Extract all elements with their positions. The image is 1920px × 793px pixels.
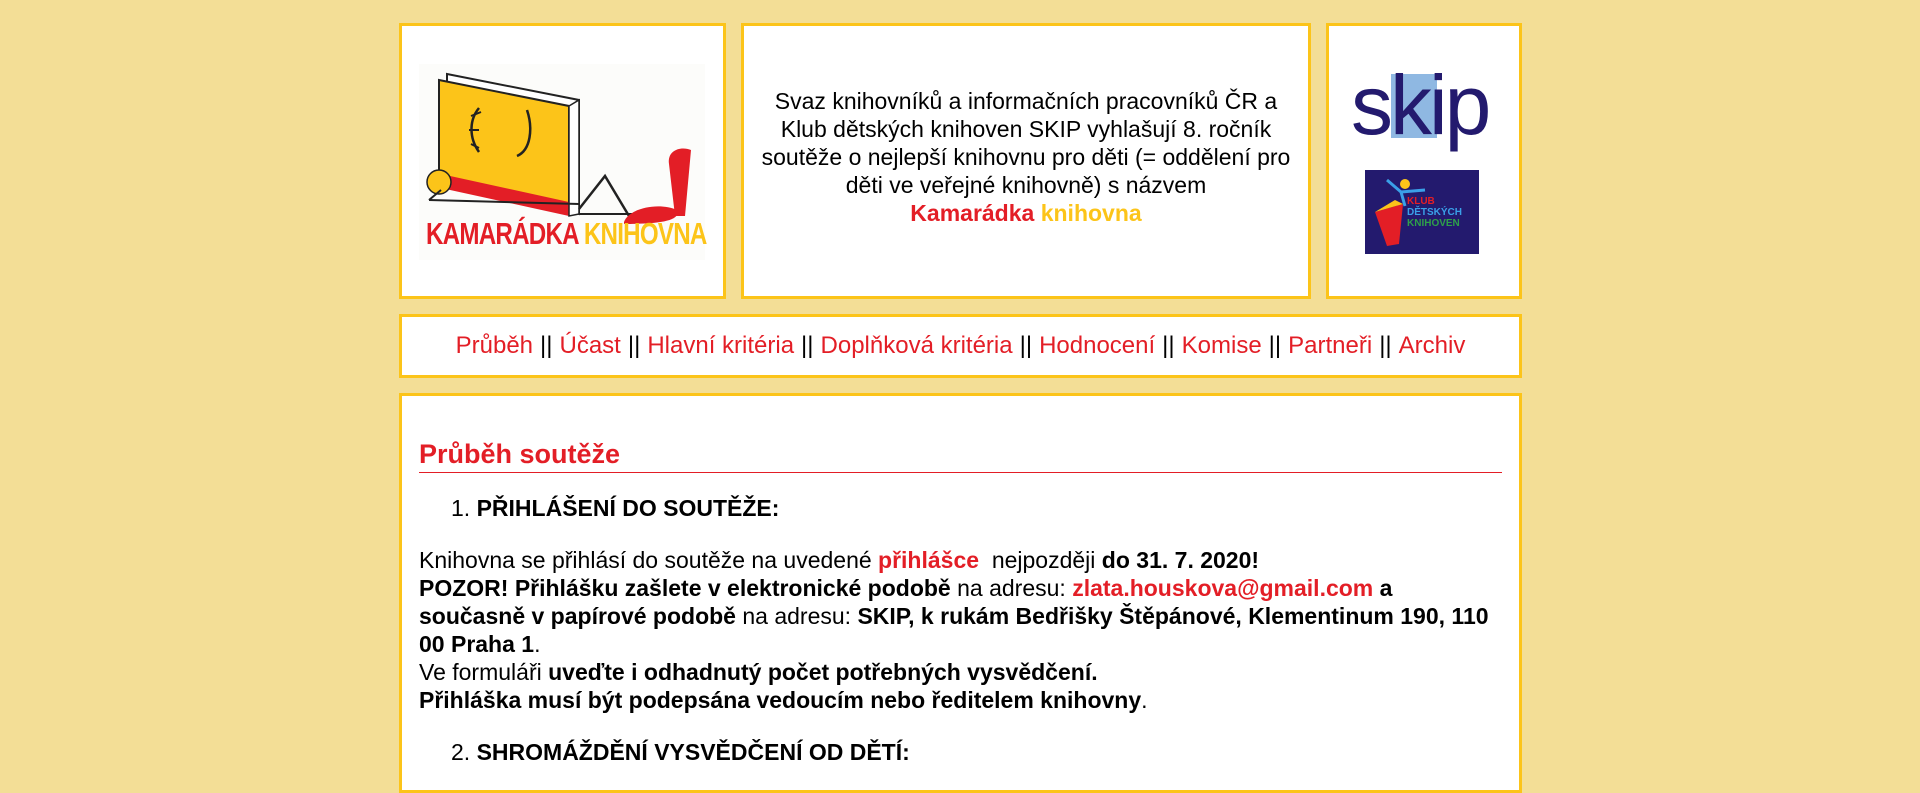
- nav-separator: ||: [1019, 332, 1033, 359]
- nav-item-komise[interactable]: Komise: [1181, 332, 1262, 359]
- nav-item-ucast[interactable]: Účast: [559, 332, 621, 359]
- skip-logo-icon: [1349, 56, 1499, 156]
- partners-panel: [1326, 23, 1522, 299]
- main-content: [399, 393, 1522, 793]
- nav-item-archiv[interactable]: Archiv: [1398, 332, 1466, 359]
- nav-separator: ||: [627, 332, 641, 359]
- nav-item-prubeh[interactable]: Průběh: [455, 332, 534, 359]
- nav-item-hodnoceni[interactable]: Hodnocení: [1039, 332, 1156, 359]
- page-title: Průběh soutěže: [419, 439, 621, 469]
- application-form-link[interactable]: přihlášce: [878, 547, 980, 573]
- email-link[interactable]: zlata.houskova@gmail.com: [1072, 575, 1374, 601]
- nav-separator: ||: [1268, 332, 1282, 359]
- intro-text: [761, 87, 1291, 227]
- nav-separator: ||: [801, 332, 814, 359]
- intro-panel: [741, 23, 1311, 299]
- nav-separator: ||: [1162, 332, 1175, 359]
- reading-book-illustration-icon: [419, 64, 705, 224]
- title-underline: [419, 472, 1502, 473]
- logo-text: KAMARÁDKA KNIHOVNA: [426, 216, 707, 251]
- paragraph-signature-note: Přihláška musí být podepsána vedoucím nebo ředitelem knihovny.: [419, 687, 1148, 713]
- nav-item-doplnkova-kriteria[interactable]: Doplňková kritéria: [820, 332, 1013, 359]
- competition-name-yellow: knihovna: [1040, 200, 1142, 226]
- paragraph-registration: Knihovna se přihlásí do soutěže na uvedené přihlášce nejpozději do 31. 7. 2020!: [419, 547, 1260, 573]
- skip-logo[interactable]: [1349, 56, 1499, 156]
- competition-name-red: Kamarádka: [910, 200, 1035, 226]
- klub-detskych-knihoven-logo[interactable]: [1365, 170, 1479, 254]
- nav-item-partneri[interactable]: Partneři: [1288, 332, 1373, 359]
- step-heading-2: 2. SHROMÁŽDĚNÍ VYSVĚDČENÍ OD DĚTÍ:: [451, 739, 910, 765]
- nav-separator: ||: [1379, 332, 1392, 359]
- deadline: do 31. 7. 2020!: [1101, 547, 1260, 573]
- postal-address: SKIP, k rukám Bedřišky Štěpánové, Klementinum 190, 110 00 Praha 1: [419, 603, 1489, 657]
- main-navigation: [399, 314, 1522, 378]
- kamaradka-knihovna-logo-panel: [399, 23, 726, 299]
- step-heading-1: 1. PŘIHLÁŠENÍ DO SOUTĚŽE:: [451, 495, 780, 521]
- nav-item-hlavni-kriteria[interactable]: Hlavní kritéria: [647, 332, 795, 359]
- content-body: [419, 494, 1502, 790]
- svg-text:skip: skip: [1351, 58, 1489, 152]
- kamaradka-knihovna-logo[interactable]: [419, 64, 705, 260]
- intro-description: Svaz knihovníků a informačních pracovníků ČR a Klub dětských knihoven SKIP vyhlašují 8. ročník soutěže o nejlepší knihovnu pro děti (= oddělení pro děti ve veřejné knihovně) s názvem: [761, 88, 1291, 198]
- nav-separator: ||: [540, 332, 553, 359]
- kdk-logo-text: KLUB DĚTSKÝCH KNIHOVEN: [1407, 196, 1463, 229]
- paragraph-form-note: Ve formuláři uveďte i odhadnutý počet potřebných vysvědčení.: [419, 659, 1098, 685]
- paragraph-submission: POZOR! Přihlášku zašlete v elektronické podobě na adresu: zlata.houskova@gmail.com a současně v papírové podobě na adresu: SKIP, k rukám Bedřišky Štěpánové, Klementinum 190, 110 00 Praha 1.: [419, 575, 1489, 657]
